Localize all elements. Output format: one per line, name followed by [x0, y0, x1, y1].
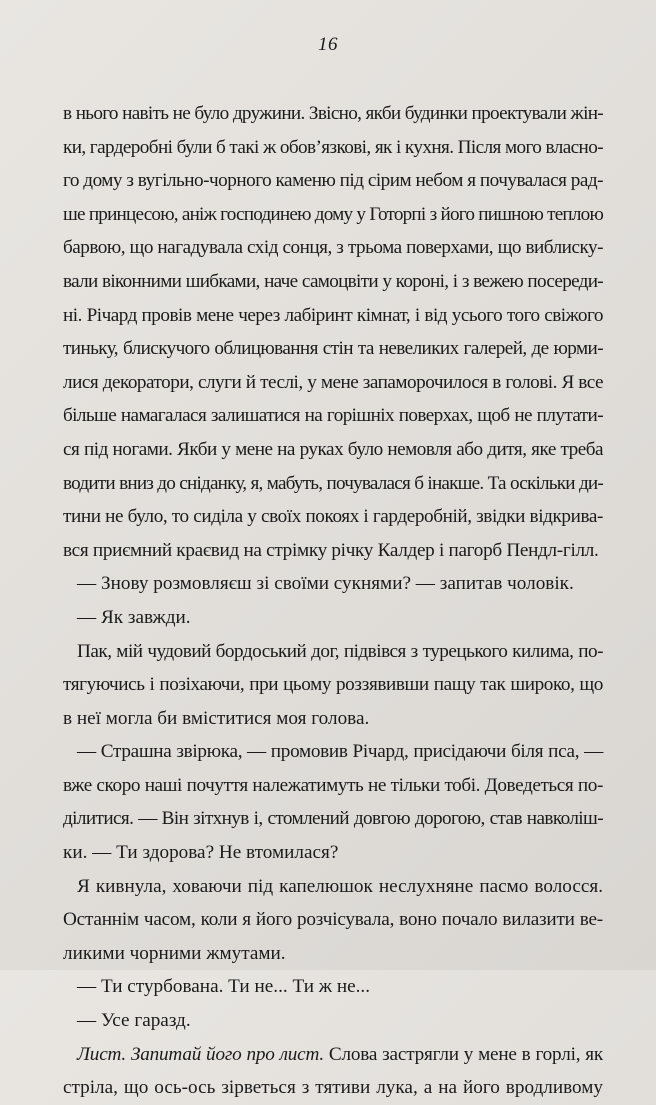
text-line: ше принцесою, аніж господинею дому у Готорпі з його пишною теплою — [63, 203, 603, 225]
text-line: водити вниз до сніданку, я, мабуть, почувалася б інакше. Та оскільки ди- — [63, 472, 603, 494]
dialogue-line: — Усе гаразд. — [77, 1010, 191, 1032]
text-line: го дому з вугільно-чорного каменю під сірим небом я почувалася рад- — [63, 170, 603, 192]
text-line: тини не було, то сиділа у своїх покоях і гардеробній, звідки відкрива- — [63, 506, 603, 528]
text-line: Останнім часом, коли я його розчісувала, воно почало вилазити ве- — [63, 909, 603, 931]
text-line: стріла, що ось-ось зірветься з тятиви лука, а на його вродливому — [63, 1077, 603, 1099]
page-number: 16 — [318, 34, 338, 55]
dialogue-line: — Знову розмовляєш зі своїми сукнями? — запитав чоловік. — [77, 573, 574, 595]
text-fragment: Слова застрягли у мене в горлі, як — [323, 1043, 604, 1065]
text-line: ділитися. — Він зітхнув і, стомлений довгою дорогою, став навколіш- — [63, 808, 603, 830]
text-line: ся під ногами. Якби у мене на руках було немовля або дитя, яке треба — [63, 438, 603, 460]
text-line: в неї могла би вміститися моя голова. — [63, 707, 370, 729]
text-line: тиньку, блискучого облицювання стін та невеликих галерей, де юрми- — [63, 338, 603, 360]
text-line: вся приємний краєвид на стрімку річку Калдер і пагорб Пендл-гілл. — [63, 539, 599, 561]
text-line: лися декоратори, слуги й теслі, у мене запаморочилося в голові. Я все — [63, 371, 603, 393]
text-line: ликими чорними жмутами. — [63, 942, 286, 964]
body-text — [63, 97, 603, 1105]
text-line: барвою, що нагадувала схід сонця, з трьома поверхами, що виблиску- — [63, 237, 603, 259]
text-line — [63, 1038, 603, 1072]
text-line: вже скоро наші почуття належатимуть не тільки тобі. Доведеться по- — [63, 774, 603, 796]
text-line: вали віконними шибками, наче самоцвіти у короні, і з вежею посереди- — [63, 270, 603, 292]
dialogue-line: — Як завжди. — [77, 606, 191, 628]
text-line: тягуючись і позіхаючи, при цьому роззявивши пащу так широко, що — [63, 674, 603, 696]
text-line: ки. — Ти здорова? Не втомилася? — [63, 842, 339, 864]
text-line: більше намагалася залишатися на горішніх поверхах, щоб не плутати- — [63, 405, 603, 427]
text-line: Я кивнула, ховаючи під капелюшок неслухняне пасмо волосся. — [77, 875, 603, 897]
text-line: в нього навіть не було дружини. Звісно, якби будинки проектували жін- — [63, 103, 603, 124]
text-line: Пак, мій чудовий бордоський дог, підвівся з турецького килима, по- — [77, 640, 603, 662]
dialogue-line: — Страшна звірюка, — промовив Річард, присідаючи біля пса, — — [77, 741, 603, 763]
dialogue-line: — Ти стурбована. Ти не... Ти ж не... — [77, 976, 371, 998]
text-line: ні. Річард провів мене через лабіринт кімнат, і від усього того свіжого — [63, 304, 603, 326]
italic-thought: Лист. Запитай його про лист. — [77, 1043, 324, 1065]
text-line: ки, гардеробні були б такі ж обов’язкові, як і кухня. Після мого власно- — [63, 136, 603, 158]
